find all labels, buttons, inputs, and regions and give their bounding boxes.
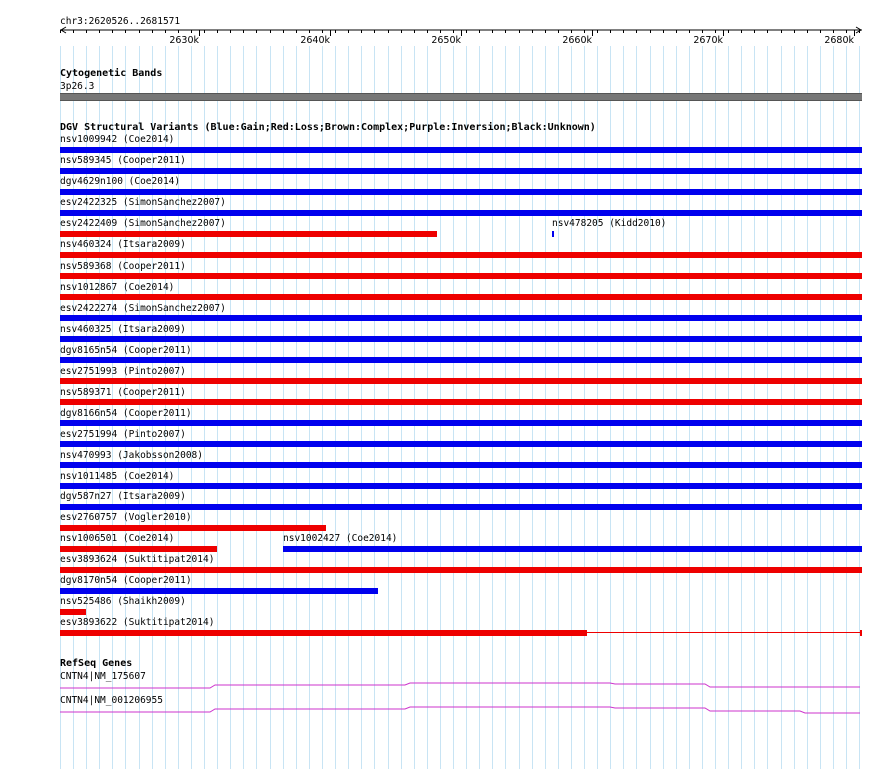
variant-bar-gain[interactable]	[60, 315, 862, 321]
variant-label: dgv587n27 (Itsara2009)	[60, 491, 186, 502]
gene-label: CNTN4|NM_175607	[60, 671, 146, 682]
variant-bar-gain[interactable]	[283, 546, 862, 552]
variant-label: esv3893622 (Suktitipat2014)	[60, 617, 215, 628]
ruler-tick-label: 2640k	[300, 35, 330, 46]
variant-label: dgv8165n54 (Cooper2011)	[60, 345, 192, 356]
variant-bar-loss[interactable]	[60, 630, 587, 636]
variant-label: esv2422325 (SimonSanchez2007)	[60, 197, 226, 208]
variant-label: nsv589345 (Cooper2011)	[60, 155, 186, 166]
variant-label: nsv470993 (Jakobsson2008)	[60, 450, 203, 461]
variant-bar-gain[interactable]	[60, 189, 862, 195]
variant-bar-end[interactable]	[860, 630, 862, 636]
track-title-refseq: RefSeq Genes	[60, 658, 133, 669]
variant-label: esv3893624 (Suktitipat2014)	[60, 554, 215, 565]
variant-bar-gain[interactable]	[60, 504, 862, 510]
track-title-cytobands: Cytogenetic Bands	[60, 68, 163, 79]
variant-label: nsv525486 (Shaikh2009)	[60, 596, 186, 607]
variant-bar-loss[interactable]	[60, 525, 326, 531]
variant-bar-loss[interactable]	[60, 399, 862, 405]
variant-bar-gain[interactable]	[60, 441, 862, 447]
gene-line[interactable]	[0, 703, 890, 717]
variant-bar-gain[interactable]	[60, 483, 862, 489]
variant-bar-loss[interactable]	[60, 546, 217, 552]
variant-bar-gain[interactable]	[60, 357, 862, 363]
region-label: chr3:2620526..2681571	[60, 16, 181, 27]
ruler-tick-label: 2630k	[169, 35, 199, 46]
ruler-tick-label: 2660k	[562, 35, 592, 46]
variant-label: dgv4629n100 (Coe2014)	[60, 176, 181, 187]
ruler-tick-label: 2650k	[431, 35, 461, 46]
variant-bar-loss[interactable]	[60, 252, 862, 258]
variant-bar-loss[interactable]	[60, 609, 86, 615]
variant-label: nsv589371 (Cooper2011)	[60, 387, 186, 398]
variant-bar-gain[interactable]	[60, 588, 378, 594]
variant-bar-loss[interactable]	[60, 294, 862, 300]
variant-bar-loss[interactable]	[60, 567, 862, 573]
variant-label: nsv1012867 (Coe2014)	[60, 282, 175, 293]
gene-label: CNTN4|NM_001206955	[60, 695, 163, 706]
variant-label: esv2422409 (SimonSanchez2007)	[60, 218, 226, 229]
variant-bar-gain[interactable]	[60, 420, 862, 426]
variant-label: esv2751993 (Pinto2007)	[60, 366, 186, 377]
variant-bar-gain[interactable]	[60, 336, 862, 342]
variant-bar-gain[interactable]	[60, 462, 862, 468]
gene-line[interactable]	[0, 680, 890, 692]
ruler-tick-label: 2670k	[693, 35, 723, 46]
variant-bar-gain[interactable]	[60, 210, 862, 216]
variant-label: dgv8166n54 (Cooper2011)	[60, 408, 192, 419]
ruler-tick-label: 2680k	[824, 35, 854, 46]
variant-label: nsv460324 (Itsara2009)	[60, 239, 186, 250]
variant-label: nsv1011485 (Coe2014)	[60, 471, 175, 482]
variant-connector-line	[587, 632, 862, 633]
variant-bar-gain[interactable]	[552, 231, 554, 237]
variant-label: nsv460325 (Itsara2009)	[60, 324, 186, 335]
variant-bar-gain[interactable]	[60, 168, 862, 174]
variant-label: esv2751994 (Pinto2007)	[60, 429, 186, 440]
variant-bar-loss[interactable]	[60, 378, 862, 384]
variant-label: esv2422274 (SimonSanchez2007)	[60, 303, 226, 314]
variant-label: nsv1006501 (Coe2014)	[60, 533, 175, 544]
variant-label: nsv478205 (Kidd2010)	[552, 218, 667, 229]
variant-label: nsv589368 (Cooper2011)	[60, 261, 186, 272]
variant-label: nsv1002427 (Coe2014)	[283, 533, 398, 544]
variant-label: dgv8170n54 (Cooper2011)	[60, 575, 192, 586]
variant-label: nsv1009942 (Coe2014)	[60, 134, 175, 145]
cytoband-bar[interactable]	[60, 93, 862, 101]
variant-bar-loss[interactable]	[60, 273, 862, 279]
track-title-dgv: DGV Structural Variants (Blue:Gain;Red:Loss;Brown:Complex;Purple:Inversion;Black:Unknown)	[60, 122, 596, 133]
variant-label: esv2760757 (Vogler2010)	[60, 512, 192, 523]
cytoband-label: 3p26.3	[60, 81, 95, 92]
variant-bar-gain[interactable]	[60, 147, 862, 153]
variant-bar-loss[interactable]	[60, 231, 437, 237]
